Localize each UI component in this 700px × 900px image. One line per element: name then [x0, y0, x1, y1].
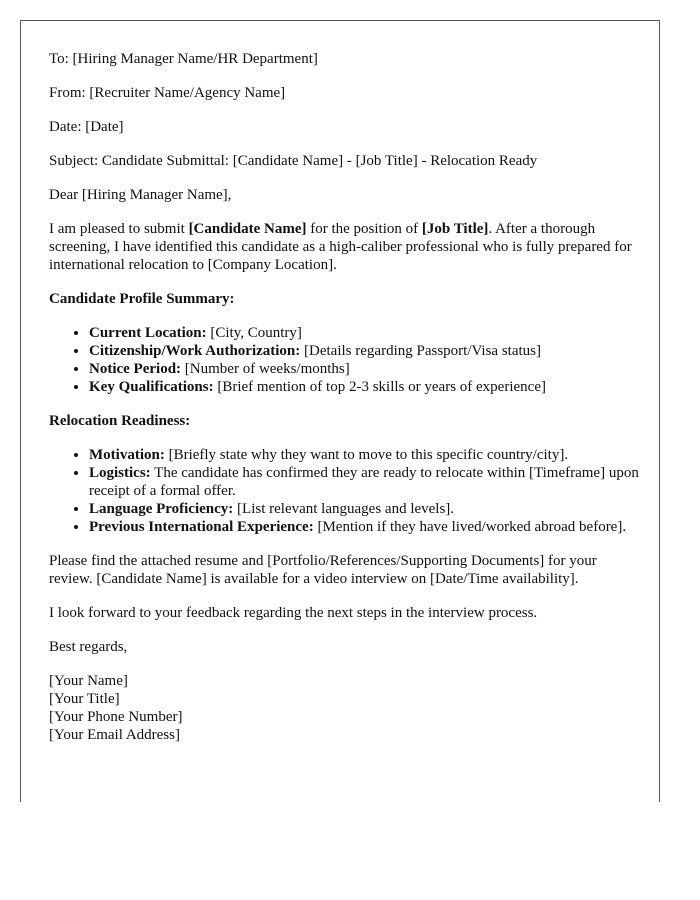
from-line: From: [Recruiter Name/Agency Name] [49, 85, 286, 101]
to-line: To: [Hiring Manager Name/HR Department] [49, 51, 318, 67]
intro-part1: I am pleased to submit [49, 221, 189, 237]
relocation-item-label: Logistics: [89, 465, 151, 481]
profile-item-label: Notice Period: [89, 361, 182, 377]
relocation-item-text: [Briefly state why they want to move to this specific country/city]. [164, 447, 569, 463]
profile-item-text: [Details regarding Passport/Visa status] [300, 343, 541, 359]
profile-list [49, 324, 641, 396]
intro-part2: for the position of [306, 221, 422, 237]
relocation-item-text: The candidate has confirmed they are ready to relocate within [Timeframe] upon receipt of a formal offer. [89, 465, 639, 499]
intro-job-title: [Job Title] [421, 221, 489, 237]
relocation-item-label: Previous International Experience: [89, 519, 314, 535]
profile-item-location [89, 324, 641, 342]
profile-item-label: Citizenship/Work Authorization: [89, 343, 301, 359]
relocation-item-logistics [89, 464, 641, 500]
letter-page [20, 20, 660, 802]
letter-content [49, 50, 641, 744]
intro-paragraph [49, 220, 641, 274]
profile-item-label: Key Qualifications: [89, 379, 214, 395]
profile-item-text: [Brief mention of top 2-3 skills or years of experience] [213, 379, 546, 395]
attachments-paragraph: Please find the attached resume and [Portfolio/References/Supporting Documents] for your review. [Candidate Name] is available for a video interview on [Date/Time availability]. [49, 553, 597, 587]
profile-item-notice-period [89, 360, 641, 378]
profile-heading: Candidate Profile Summary: [49, 291, 235, 307]
subject-line: Subject: Candidate Submittal: [Candidate Name] - [Job Title] - Relocation Ready [49, 153, 538, 169]
signature-title: [Your Title] [49, 691, 120, 707]
profile-item-qualifications [89, 378, 641, 396]
signature-email: [Your Email Address] [49, 727, 180, 743]
closing-paragraph: I look forward to your feedback regarding the next steps in the interview process. [49, 605, 538, 621]
intro-part3: . After a thorough screening, I have identified this candidate as a high-caliber professional who is fully prepared for international relocation to [Company Location]. [49, 221, 632, 273]
relocation-item-experience [89, 518, 641, 536]
relocation-item-text: [List relevant languages and levels]. [233, 501, 455, 517]
profile-item-text: [City, Country] [206, 325, 302, 341]
signature-phone: [Your Phone Number] [49, 709, 183, 725]
sign-off: Best regards, [49, 639, 128, 655]
relocation-item-label: Language Proficiency: [89, 501, 234, 517]
relocation-list [49, 446, 641, 536]
profile-item-label: Current Location: [89, 325, 207, 341]
intro-candidate-name: [Candidate Name] [188, 221, 307, 237]
signature-name: [Your Name] [49, 673, 128, 689]
profile-item-text: [Number of weeks/months] [181, 361, 350, 377]
relocation-item-text: [Mention if they have lived/worked abroad before]. [313, 519, 627, 535]
profile-item-citizenship [89, 342, 641, 360]
salutation: Dear [Hiring Manager Name], [49, 187, 232, 203]
relocation-item-language [89, 500, 641, 518]
relocation-item-motivation [89, 446, 641, 464]
date-line: Date: [Date] [49, 119, 124, 135]
relocation-item-label: Motivation: [89, 447, 165, 463]
signature-block [49, 672, 641, 744]
relocation-heading: Relocation Readiness: [49, 413, 191, 429]
